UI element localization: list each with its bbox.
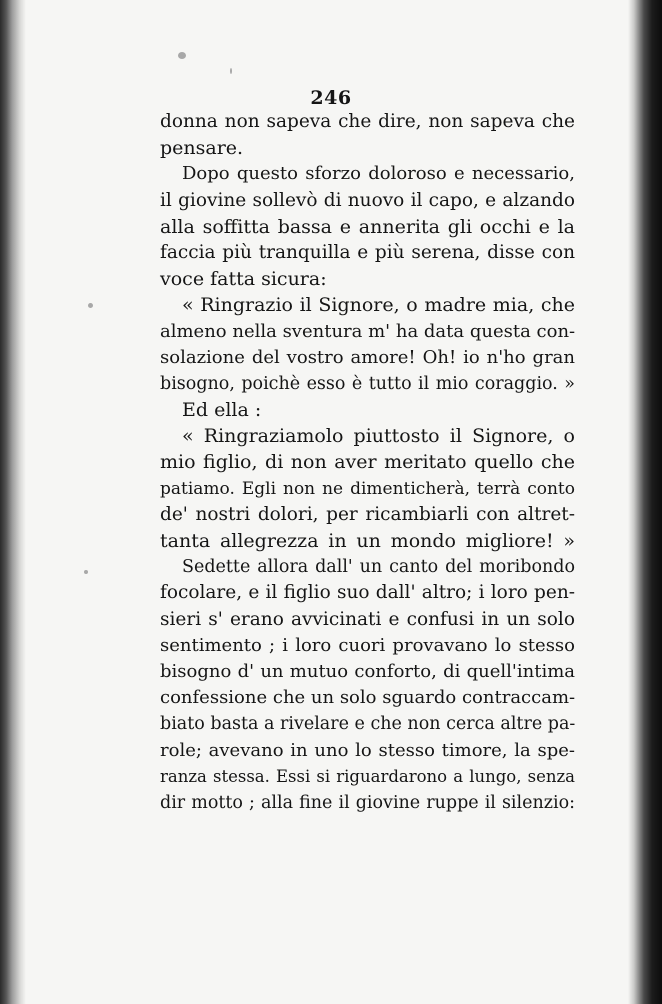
text-line: solazione del vostro amore! Oh! io n'ho gran xyxy=(160,346,575,368)
text-line: biato basta a rivelare e che non cerca altre pa- xyxy=(160,714,576,735)
text-line: pensare. xyxy=(160,137,244,160)
page-left-edge-shadow xyxy=(0,0,26,1004)
text-line: de' nostri dolori, per ricambiarli con altret- xyxy=(160,503,575,525)
text-line: Dopo questo sforzo doloroso e necessario, xyxy=(182,163,575,185)
text-line: bisogno d' un mutuo conforto, di quell'intima xyxy=(160,660,575,682)
page-right-edge-shadow xyxy=(628,0,662,1004)
text-line: « Ringrazio il Signore, o madre mia, che xyxy=(182,294,575,317)
text-line: ranza stessa. Essi si riguardarono a lungo, senza xyxy=(160,766,575,786)
text-line: mio figlio, di non aver meritato quello che xyxy=(160,451,575,474)
text-line: dir motto ; alla fine il giovine ruppe il silenzio: xyxy=(160,792,575,813)
text-line: sentimento ; i loro cuori provavano lo stesso xyxy=(160,634,575,656)
text-line: Sedette allora dall' un canto del moribondo xyxy=(182,557,575,578)
text-line: voce fatta sicura: xyxy=(160,268,327,291)
text-line: tanta allegrezza in un mondo migliore! » xyxy=(160,530,575,552)
page-number: 246 xyxy=(310,87,352,109)
text-line: il giovine sollevò di nuovo il capo, e alzando xyxy=(160,189,575,211)
text-line: « Ringraziamolo piuttosto il Signore, o xyxy=(182,425,575,448)
paper-speck xyxy=(178,52,186,59)
text-line: sieri s' erano avvicinati e confusi in un solo xyxy=(160,608,575,630)
paper-speck xyxy=(88,303,93,308)
body-text xyxy=(160,109,575,816)
text-line: patiamo. Egli non ne dimenticherà, terrà conto xyxy=(160,478,575,499)
text-line: almeno nella sventura m' ha data questa con- xyxy=(160,320,576,342)
text-line: role; avevano in uno lo stesso timore, la spe- xyxy=(160,739,575,761)
text-line: donna non sapeva che dire, non sapeva che xyxy=(160,111,575,132)
text-line: faccia più tranquilla e più serena, disse con xyxy=(160,241,575,263)
text-line: Ed ella : xyxy=(182,399,262,422)
paper-speck xyxy=(84,570,88,574)
text-line: bisogno, poichè esso è tutto il mio coraggio. » xyxy=(160,373,575,394)
text-line: confessione che un solo sguardo contraccam- xyxy=(160,687,576,709)
text-line: focolare, e il figlio suo dall' altro; i loro pen- xyxy=(160,582,575,604)
text-line: alla soffitta bassa e annerita gli occhi e la xyxy=(160,215,575,238)
paper-speck xyxy=(230,68,232,74)
